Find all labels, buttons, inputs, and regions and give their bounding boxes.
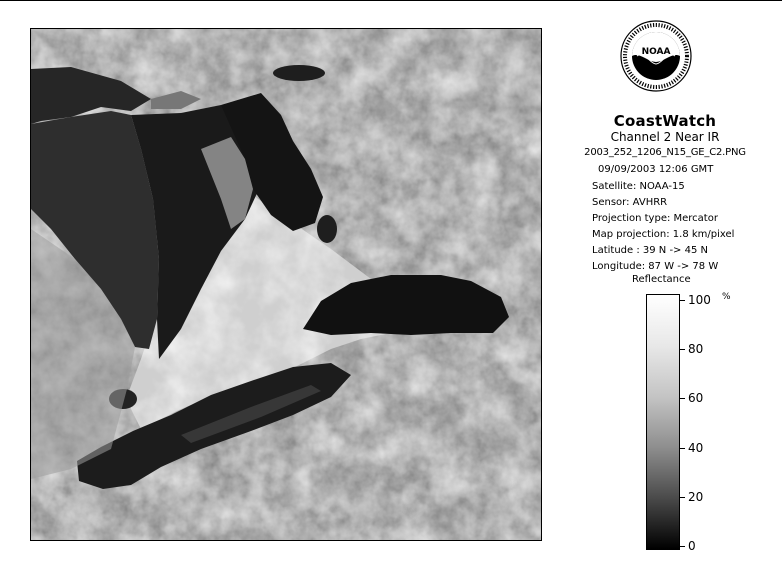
map-projection-info: Map projection: 1.8 km/pixel [592, 229, 735, 240]
longitude-info: Longitude: 87 W -> 78 W [592, 261, 719, 272]
reflectance-colorbar [646, 294, 680, 550]
top-border-line [0, 0, 782, 1]
satellite-info: Satellite: NOAA-15 [592, 181, 685, 192]
lake-simcoe [317, 215, 337, 243]
image-datetime: 09/09/2003 12:06 GMT [598, 164, 714, 175]
lake-nipissing [273, 65, 325, 81]
colorbar-tick [680, 546, 685, 547]
colorbar-tick [680, 300, 685, 301]
colorbar-tick [680, 398, 685, 399]
legend-title: Reflectance [632, 274, 691, 285]
logo-agency-label: NOAA [641, 47, 671, 57]
map-canvas [31, 29, 542, 541]
colorbar-tick [680, 497, 685, 498]
projection-type-info: Projection type: Mercator [592, 213, 718, 224]
noaa-seal-icon [620, 20, 692, 92]
channel-label: Channel 2 Near IR [610, 130, 720, 144]
latitude-info: Latitude : 39 N -> 45 N [592, 245, 708, 256]
colorbar-tick-label: 100 [688, 293, 711, 307]
brand-title: CoastWatch [613, 112, 717, 130]
sensor-info: Sensor: AVHRR [592, 197, 668, 208]
legend-unit: % [722, 292, 731, 302]
colorbar-tick [680, 448, 685, 449]
colorbar-tick-label: 40 [688, 441, 704, 455]
colorbar-tick-label: 80 [688, 342, 704, 356]
colorbar-tick [680, 349, 685, 350]
colorbar-tick-label: 0 [688, 539, 696, 553]
satellite-image-map[interactable] [30, 28, 542, 541]
colorbar-tick-label: 60 [688, 391, 704, 405]
colorbar-tick-label: 20 [688, 490, 704, 504]
image-filename: 2003_252_1206_N15_GE_C2.PNG [584, 147, 746, 158]
